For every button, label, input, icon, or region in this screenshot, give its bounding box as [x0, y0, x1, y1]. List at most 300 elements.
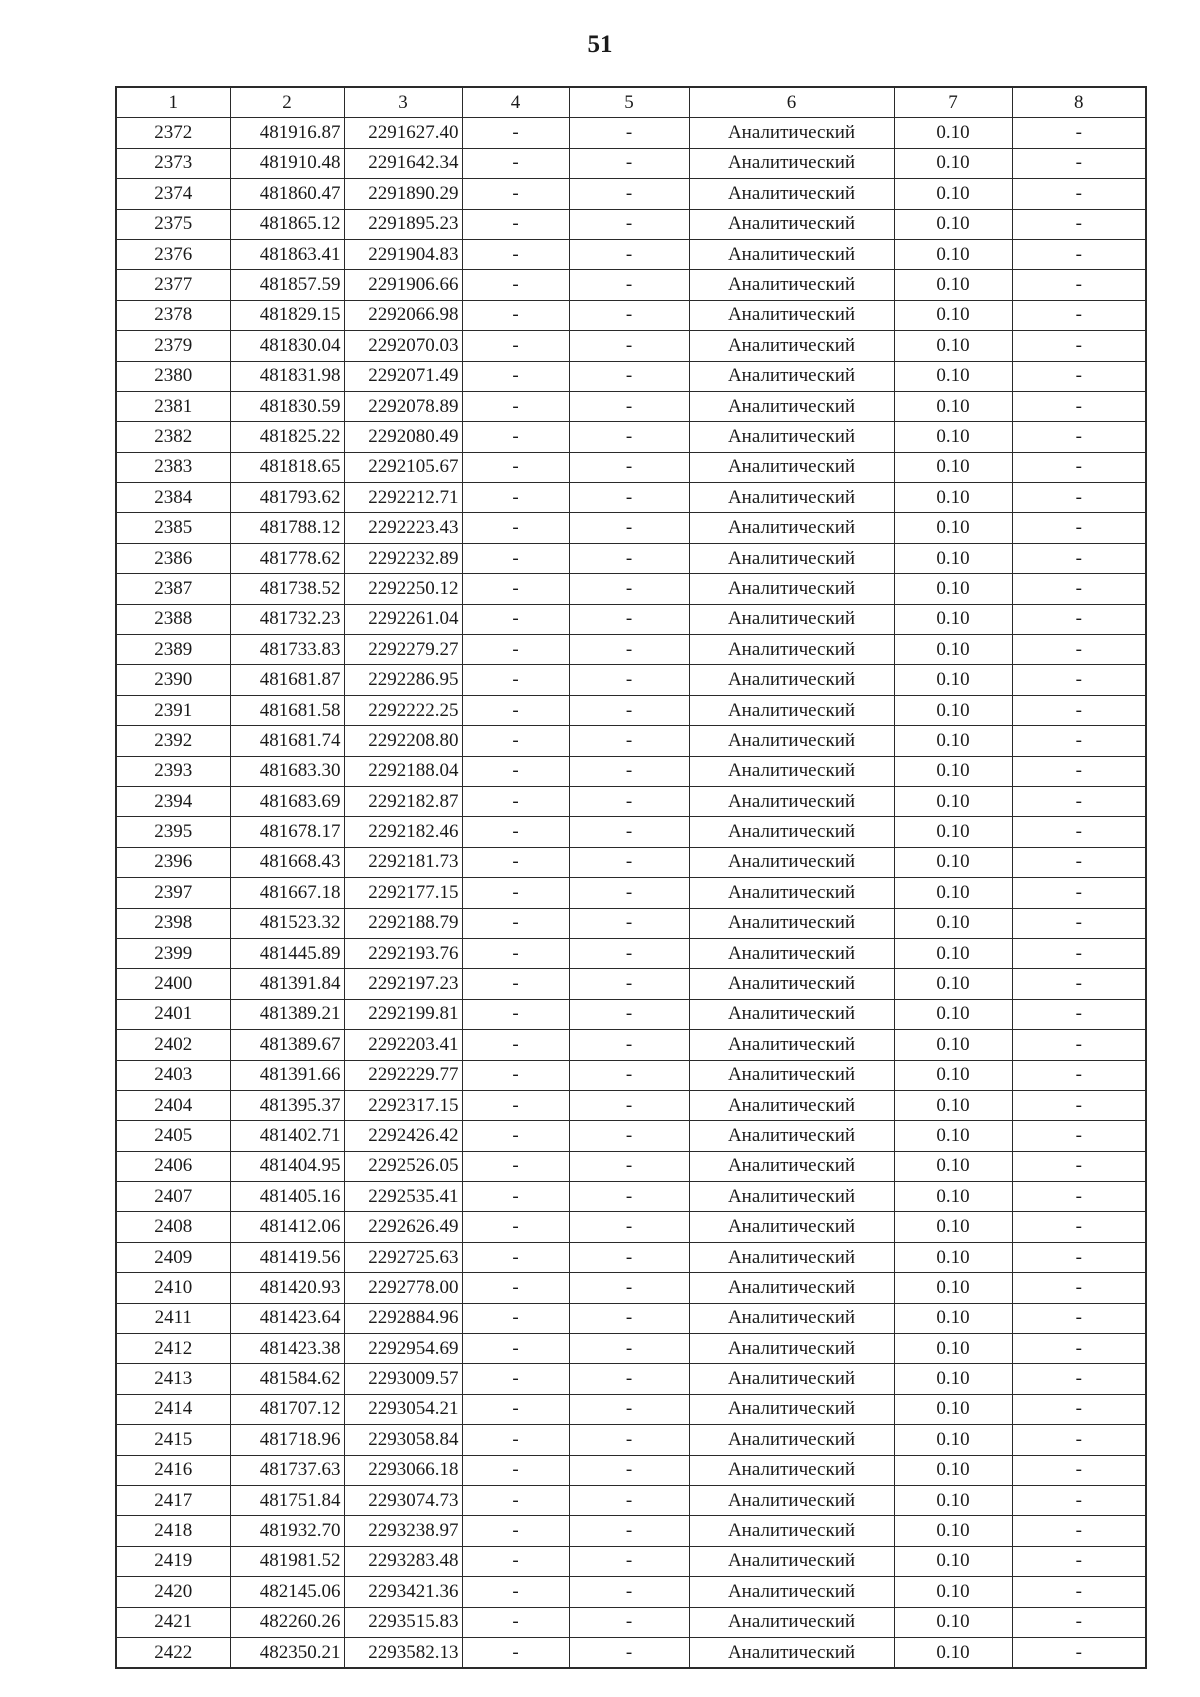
accuracy-cell: 0.10: [894, 331, 1012, 361]
x-coordinate-cell: 481404.95: [230, 1151, 344, 1181]
x-coordinate-cell: 481829.15: [230, 300, 344, 330]
y-coordinate-cell: 2293283.48: [344, 1546, 462, 1576]
table-row: [116, 756, 1146, 786]
y-coordinate-cell: 2291895.23: [344, 209, 462, 239]
y-coordinate-cell: 2293421.36: [344, 1577, 462, 1607]
x-coordinate-cell: 481423.38: [230, 1334, 344, 1364]
col4-cell: -: [462, 786, 569, 816]
y-coordinate-cell: 2292188.04: [344, 756, 462, 786]
y-coordinate-cell: 2291627.40: [344, 118, 462, 148]
accuracy-cell: 0.10: [894, 1334, 1012, 1364]
point-number-cell: 2412: [116, 1334, 230, 1364]
accuracy-cell: 0.10: [894, 1151, 1012, 1181]
accuracy-cell: 0.10: [894, 847, 1012, 877]
table-row: [116, 999, 1146, 1029]
accuracy-cell: 0.10: [894, 878, 1012, 908]
col4-cell: -: [462, 908, 569, 938]
method-cell: Аналитический: [689, 1182, 894, 1212]
col4-cell: -: [462, 665, 569, 695]
table-row: [116, 209, 1146, 239]
col5-cell: -: [569, 999, 689, 1029]
col4-cell: -: [462, 1060, 569, 1090]
x-coordinate-cell: 481738.52: [230, 574, 344, 604]
col8-cell: -: [1012, 1485, 1146, 1515]
col5-cell: -: [569, 1121, 689, 1151]
method-cell: Аналитический: [689, 604, 894, 634]
x-coordinate-cell: 481445.89: [230, 938, 344, 968]
y-coordinate-cell: 2292203.41: [344, 1030, 462, 1060]
table-row: [116, 1485, 1146, 1515]
table-row: [116, 1455, 1146, 1485]
accuracy-cell: 0.10: [894, 908, 1012, 938]
method-cell: Аналитический: [689, 908, 894, 938]
point-number-cell: 2401: [116, 999, 230, 1029]
method-cell: Аналитический: [689, 239, 894, 269]
x-coordinate-cell: 481916.87: [230, 118, 344, 148]
y-coordinate-cell: 2291906.66: [344, 270, 462, 300]
method-cell: Аналитический: [689, 543, 894, 573]
x-coordinate-cell: 481825.22: [230, 422, 344, 452]
col8-cell: -: [1012, 1273, 1146, 1303]
y-coordinate-cell: 2292535.41: [344, 1182, 462, 1212]
accuracy-cell: 0.10: [894, 1121, 1012, 1151]
point-number-cell: 2414: [116, 1394, 230, 1424]
y-coordinate-cell: 2292426.42: [344, 1121, 462, 1151]
y-coordinate-cell: 2293074.73: [344, 1485, 462, 1515]
accuracy-cell: 0.10: [894, 1212, 1012, 1242]
col5-cell: -: [569, 483, 689, 513]
y-coordinate-cell: 2292212.71: [344, 483, 462, 513]
table-row: [116, 1394, 1146, 1424]
y-coordinate-cell: 2292181.73: [344, 847, 462, 877]
table-row: [116, 422, 1146, 452]
table-row: [116, 1212, 1146, 1242]
method-cell: Аналитический: [689, 1425, 894, 1455]
header-row: [116, 87, 1146, 118]
x-coordinate-cell: 481667.18: [230, 878, 344, 908]
accuracy-cell: 0.10: [894, 635, 1012, 665]
x-coordinate-cell: 481402.71: [230, 1121, 344, 1151]
point-number-cell: 2390: [116, 665, 230, 695]
method-cell: Аналитический: [689, 1060, 894, 1090]
accuracy-cell: 0.10: [894, 604, 1012, 634]
col8-cell: -: [1012, 938, 1146, 968]
method-cell: Аналитический: [689, 422, 894, 452]
point-number-cell: 2396: [116, 847, 230, 877]
col5-cell: -: [569, 1212, 689, 1242]
col8-cell: -: [1012, 1151, 1146, 1181]
accuracy-cell: 0.10: [894, 1455, 1012, 1485]
table-row: [116, 118, 1146, 148]
method-cell: Аналитический: [689, 1334, 894, 1364]
header-cell: 3: [344, 87, 462, 118]
point-number-cell: 2410: [116, 1273, 230, 1303]
y-coordinate-cell: 2291890.29: [344, 179, 462, 209]
method-cell: Аналитический: [689, 1485, 894, 1515]
x-coordinate-cell: 481830.04: [230, 331, 344, 361]
accuracy-cell: 0.10: [894, 817, 1012, 847]
x-coordinate-cell: 481818.65: [230, 452, 344, 482]
accuracy-cell: 0.10: [894, 1425, 1012, 1455]
accuracy-cell: 0.10: [894, 574, 1012, 604]
x-coordinate-cell: 481778.62: [230, 543, 344, 573]
method-cell: Аналитический: [689, 1151, 894, 1181]
point-number-cell: 2406: [116, 1151, 230, 1181]
point-number-cell: 2416: [116, 1455, 230, 1485]
y-coordinate-cell: 2293515.83: [344, 1607, 462, 1637]
table-row: [116, 1637, 1146, 1668]
y-coordinate-cell: 2292261.04: [344, 604, 462, 634]
point-number-cell: 2393: [116, 756, 230, 786]
coordinates-table: [115, 86, 1147, 1669]
table-body: [116, 118, 1146, 1668]
col4-cell: -: [462, 361, 569, 391]
col5-cell: -: [569, 1546, 689, 1576]
method-cell: Аналитический: [689, 878, 894, 908]
table-row: [116, 847, 1146, 877]
method-cell: Аналитический: [689, 483, 894, 513]
x-coordinate-cell: 481419.56: [230, 1242, 344, 1272]
point-number-cell: 2389: [116, 635, 230, 665]
col8-cell: -: [1012, 391, 1146, 421]
x-coordinate-cell: 481751.84: [230, 1485, 344, 1515]
accuracy-cell: 0.10: [894, 1090, 1012, 1120]
col8-cell: -: [1012, 574, 1146, 604]
col8-cell: -: [1012, 543, 1146, 573]
point-number-cell: 2387: [116, 574, 230, 604]
col4-cell: -: [462, 847, 569, 877]
col5-cell: -: [569, 391, 689, 421]
accuracy-cell: 0.10: [894, 1485, 1012, 1515]
accuracy-cell: 0.10: [894, 118, 1012, 148]
col8-cell: -: [1012, 1060, 1146, 1090]
method-cell: Аналитический: [689, 1212, 894, 1242]
col4-cell: -: [462, 1546, 569, 1576]
point-number-cell: 2388: [116, 604, 230, 634]
col8-cell: -: [1012, 361, 1146, 391]
col8-cell: -: [1012, 1212, 1146, 1242]
accuracy-cell: 0.10: [894, 148, 1012, 178]
point-number-cell: 2407: [116, 1182, 230, 1212]
col8-cell: -: [1012, 1637, 1146, 1668]
method-cell: Аналитический: [689, 574, 894, 604]
col4-cell: -: [462, 270, 569, 300]
header-cell: 2: [230, 87, 344, 118]
method-cell: Аналитический: [689, 1394, 894, 1424]
table-row: [116, 786, 1146, 816]
col5-cell: -: [569, 1364, 689, 1394]
x-coordinate-cell: 481707.12: [230, 1394, 344, 1424]
col4-cell: -: [462, 422, 569, 452]
col4-cell: -: [462, 1273, 569, 1303]
method-cell: Аналитический: [689, 1030, 894, 1060]
accuracy-cell: 0.10: [894, 695, 1012, 725]
table-row: [116, 1334, 1146, 1364]
accuracy-cell: 0.10: [894, 1516, 1012, 1546]
table-row: [116, 1121, 1146, 1151]
x-coordinate-cell: 481793.62: [230, 483, 344, 513]
y-coordinate-cell: 2292071.49: [344, 361, 462, 391]
method-cell: Аналитический: [689, 847, 894, 877]
col8-cell: -: [1012, 1425, 1146, 1455]
table-row: [116, 179, 1146, 209]
point-number-cell: 2395: [116, 817, 230, 847]
accuracy-cell: 0.10: [894, 239, 1012, 269]
y-coordinate-cell: 2292197.23: [344, 969, 462, 999]
col4-cell: -: [462, 1485, 569, 1515]
y-coordinate-cell: 2293058.84: [344, 1425, 462, 1455]
point-number-cell: 2417: [116, 1485, 230, 1515]
col5-cell: -: [569, 543, 689, 573]
col8-cell: -: [1012, 695, 1146, 725]
x-coordinate-cell: 481678.17: [230, 817, 344, 847]
accuracy-cell: 0.10: [894, 452, 1012, 482]
x-coordinate-cell: 481681.87: [230, 665, 344, 695]
table-row: [116, 452, 1146, 482]
x-coordinate-cell: 481981.52: [230, 1546, 344, 1576]
accuracy-cell: 0.10: [894, 1637, 1012, 1668]
point-number-cell: 2377: [116, 270, 230, 300]
col5-cell: -: [569, 695, 689, 725]
x-coordinate-cell: 481391.66: [230, 1060, 344, 1090]
method-cell: Аналитический: [689, 1273, 894, 1303]
col4-cell: -: [462, 239, 569, 269]
method-cell: Аналитический: [689, 1303, 894, 1333]
y-coordinate-cell: 2293054.21: [344, 1394, 462, 1424]
col4-cell: -: [462, 635, 569, 665]
y-coordinate-cell: 2292066.98: [344, 300, 462, 330]
col4-cell: -: [462, 1516, 569, 1546]
col5-cell: -: [569, 1242, 689, 1272]
col4-cell: -: [462, 543, 569, 573]
x-coordinate-cell: 481683.30: [230, 756, 344, 786]
col4-cell: -: [462, 969, 569, 999]
col4-cell: -: [462, 1455, 569, 1485]
page-number: 51: [587, 31, 613, 58]
col5-cell: -: [569, 1090, 689, 1120]
y-coordinate-cell: 2292078.89: [344, 391, 462, 421]
y-coordinate-cell: 2292188.79: [344, 908, 462, 938]
method-cell: Аналитический: [689, 999, 894, 1029]
accuracy-cell: 0.10: [894, 938, 1012, 968]
point-number-cell: 2399: [116, 938, 230, 968]
x-coordinate-cell: 481788.12: [230, 513, 344, 543]
x-coordinate-cell: 481681.58: [230, 695, 344, 725]
accuracy-cell: 0.10: [894, 1030, 1012, 1060]
point-number-cell: 2378: [116, 300, 230, 330]
table-row: [116, 938, 1146, 968]
accuracy-cell: 0.10: [894, 726, 1012, 756]
col5-cell: -: [569, 1303, 689, 1333]
header-cell: 7: [894, 87, 1012, 118]
accuracy-cell: 0.10: [894, 969, 1012, 999]
point-number-cell: 2397: [116, 878, 230, 908]
col5-cell: -: [569, 118, 689, 148]
y-coordinate-cell: 2292725.63: [344, 1242, 462, 1272]
col8-cell: -: [1012, 908, 1146, 938]
method-cell: Аналитический: [689, 513, 894, 543]
col4-cell: -: [462, 695, 569, 725]
point-number-cell: 2383: [116, 452, 230, 482]
table-row: [116, 969, 1146, 999]
col8-cell: -: [1012, 1182, 1146, 1212]
x-coordinate-cell: 482350.21: [230, 1637, 344, 1668]
col4-cell: -: [462, 1030, 569, 1060]
x-coordinate-cell: 482260.26: [230, 1607, 344, 1637]
method-cell: Аналитический: [689, 756, 894, 786]
point-number-cell: 2420: [116, 1577, 230, 1607]
col5-cell: -: [569, 148, 689, 178]
header-cell: 6: [689, 87, 894, 118]
col4-cell: -: [462, 179, 569, 209]
col4-cell: -: [462, 452, 569, 482]
point-number-cell: 2381: [116, 391, 230, 421]
accuracy-cell: 0.10: [894, 756, 1012, 786]
accuracy-cell: 0.10: [894, 513, 1012, 543]
point-number-cell: 2394: [116, 786, 230, 816]
col5-cell: -: [569, 908, 689, 938]
col5-cell: -: [569, 847, 689, 877]
y-coordinate-cell: 2291642.34: [344, 148, 462, 178]
col4-cell: -: [462, 1334, 569, 1364]
col4-cell: -: [462, 1182, 569, 1212]
table-row: [116, 1425, 1146, 1455]
col8-cell: -: [1012, 513, 1146, 543]
col5-cell: -: [569, 786, 689, 816]
table-row: [116, 513, 1146, 543]
col8-cell: -: [1012, 635, 1146, 665]
col4-cell: -: [462, 756, 569, 786]
y-coordinate-cell: 2292208.80: [344, 726, 462, 756]
col8-cell: -: [1012, 847, 1146, 877]
accuracy-cell: 0.10: [894, 391, 1012, 421]
col4-cell: -: [462, 1607, 569, 1637]
y-coordinate-cell: 2292222.25: [344, 695, 462, 725]
table-row: [116, 1060, 1146, 1090]
x-coordinate-cell: 481681.74: [230, 726, 344, 756]
point-number-cell: 2402: [116, 1030, 230, 1060]
col8-cell: -: [1012, 786, 1146, 816]
col8-cell: -: [1012, 239, 1146, 269]
y-coordinate-cell: 2293066.18: [344, 1455, 462, 1485]
point-number-cell: 2373: [116, 148, 230, 178]
point-number-cell: 2392: [116, 726, 230, 756]
method-cell: Аналитический: [689, 361, 894, 391]
col5-cell: -: [569, 209, 689, 239]
col8-cell: -: [1012, 331, 1146, 361]
col8-cell: -: [1012, 1455, 1146, 1485]
col8-cell: -: [1012, 483, 1146, 513]
col4-cell: -: [462, 331, 569, 361]
y-coordinate-cell: 2292199.81: [344, 999, 462, 1029]
col5-cell: -: [569, 422, 689, 452]
table-row: [116, 1607, 1146, 1637]
method-cell: Аналитический: [689, 635, 894, 665]
point-number-cell: 2382: [116, 422, 230, 452]
col4-cell: -: [462, 817, 569, 847]
col5-cell: -: [569, 1030, 689, 1060]
y-coordinate-cell: 2292177.15: [344, 878, 462, 908]
table-row: [116, 483, 1146, 513]
table-row: [116, 1273, 1146, 1303]
method-cell: Аналитический: [689, 1577, 894, 1607]
accuracy-cell: 0.10: [894, 270, 1012, 300]
col5-cell: -: [569, 604, 689, 634]
x-coordinate-cell: 481831.98: [230, 361, 344, 391]
col8-cell: -: [1012, 1577, 1146, 1607]
header-cell: 8: [1012, 87, 1146, 118]
col8-cell: -: [1012, 604, 1146, 634]
accuracy-cell: 0.10: [894, 1577, 1012, 1607]
method-cell: Аналитический: [689, 665, 894, 695]
table-row: [116, 1182, 1146, 1212]
col4-cell: -: [462, 118, 569, 148]
method-cell: Аналитический: [689, 786, 894, 816]
table-row: [116, 1516, 1146, 1546]
col5-cell: -: [569, 331, 689, 361]
table-row: [116, 1364, 1146, 1394]
col8-cell: -: [1012, 999, 1146, 1029]
table-row: [116, 908, 1146, 938]
method-cell: Аналитический: [689, 1516, 894, 1546]
header-cell: 5: [569, 87, 689, 118]
col5-cell: -: [569, 756, 689, 786]
method-cell: Аналитический: [689, 270, 894, 300]
col8-cell: -: [1012, 1516, 1146, 1546]
accuracy-cell: 0.10: [894, 1364, 1012, 1394]
point-number-cell: 2404: [116, 1090, 230, 1120]
col8-cell: -: [1012, 1394, 1146, 1424]
col5-cell: -: [569, 270, 689, 300]
col4-cell: -: [462, 938, 569, 968]
table-row: [116, 1546, 1146, 1576]
x-coordinate-cell: 481423.64: [230, 1303, 344, 1333]
x-coordinate-cell: 481523.32: [230, 908, 344, 938]
col5-cell: -: [569, 513, 689, 543]
accuracy-cell: 0.10: [894, 1182, 1012, 1212]
col4-cell: -: [462, 209, 569, 239]
y-coordinate-cell: 2292317.15: [344, 1090, 462, 1120]
col8-cell: -: [1012, 1121, 1146, 1151]
col8-cell: -: [1012, 969, 1146, 999]
col5-cell: -: [569, 878, 689, 908]
y-coordinate-cell: 2293238.97: [344, 1516, 462, 1546]
table-row: [116, 604, 1146, 634]
col4-cell: -: [462, 999, 569, 1029]
col8-cell: -: [1012, 422, 1146, 452]
method-cell: Аналитический: [689, 695, 894, 725]
col8-cell: -: [1012, 118, 1146, 148]
point-number-cell: 2386: [116, 543, 230, 573]
col4-cell: -: [462, 391, 569, 421]
table-row: [116, 331, 1146, 361]
col8-cell: -: [1012, 1364, 1146, 1394]
table-row: [116, 817, 1146, 847]
col8-cell: -: [1012, 300, 1146, 330]
method-cell: Аналитический: [689, 300, 894, 330]
accuracy-cell: 0.10: [894, 422, 1012, 452]
method-cell: Аналитический: [689, 969, 894, 999]
y-coordinate-cell: 2292286.95: [344, 665, 462, 695]
method-cell: Аналитический: [689, 1546, 894, 1576]
col8-cell: -: [1012, 1334, 1146, 1364]
col4-cell: -: [462, 1577, 569, 1607]
table-row: [116, 543, 1146, 573]
table-row: [116, 1151, 1146, 1181]
col5-cell: -: [569, 1060, 689, 1090]
y-coordinate-cell: 2292250.12: [344, 574, 462, 604]
y-coordinate-cell: 2293009.57: [344, 1364, 462, 1394]
